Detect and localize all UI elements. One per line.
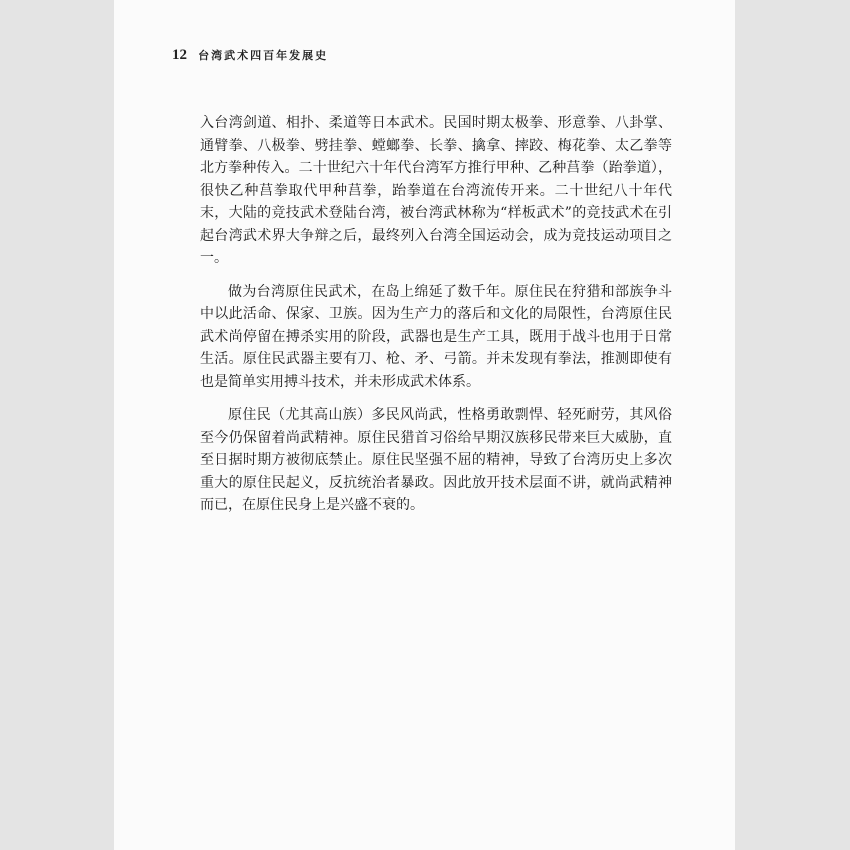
- paragraph-continued: 入台湾剑道、相扑、柔道等日本武术。民国时期太极拳、形意拳、八卦掌、通臂拳、八极拳、劈挂拳、螳螂拳、长拳、擒拿、摔跤、梅花拳、太乙拳等北方拳种传入。二十世纪六十年代台湾军方推行甲种、乙种莒拳（跆拳道），很快乙种莒拳取代甲种莒拳，跆拳道在台湾流传开来。二十世纪八十年代末，大陆的竞技武术登陆台湾，被台湾武林称为“样板武术”的竞技武术在引起台湾武术界大争辩之后，最终列入台湾全国运动会，成为竞技运动项目之一。: [200, 115, 672, 266]
- running-header: [172, 44, 328, 64]
- paragraph: 原住民（尤其高山族）多民风尚武，性格勇敢剽悍、轻死耐劳，其风俗至今仍保留着尚武精神。原住民猎首习俗给早期汉族移民带来巨大威胁，直至日据时期方被彻底禁止。原住民坚强不屈的精神，导致了台湾历史上多次重大的原住民起义，反抗统治者暴政。因此放开技术层面不讲，就尚武精神而已，在原住民身上是兴盛不衰的。: [200, 407, 672, 513]
- page-number: 12: [172, 47, 187, 63]
- paragraph: 做为台湾原住民武术，在岛上绵延了数千年。原住民在狩猎和部族争斗中以此活命、保家、卫族。因为生产力的落后和文化的局限性，台湾原住民武术尚停留在搏杀实用的阶段，武器也是生产工具，既用于战斗也用于日常生活。原住民武器主要有刀、枪、矛、弓箭。并未发现有拳法，推测即使有也是简单实用搏斗技术，并未形成武术体系。: [200, 283, 672, 390]
- book-title: 台湾武术四百年发展史: [198, 49, 329, 62]
- book-page: [114, 0, 735, 850]
- body-text: [200, 112, 672, 528]
